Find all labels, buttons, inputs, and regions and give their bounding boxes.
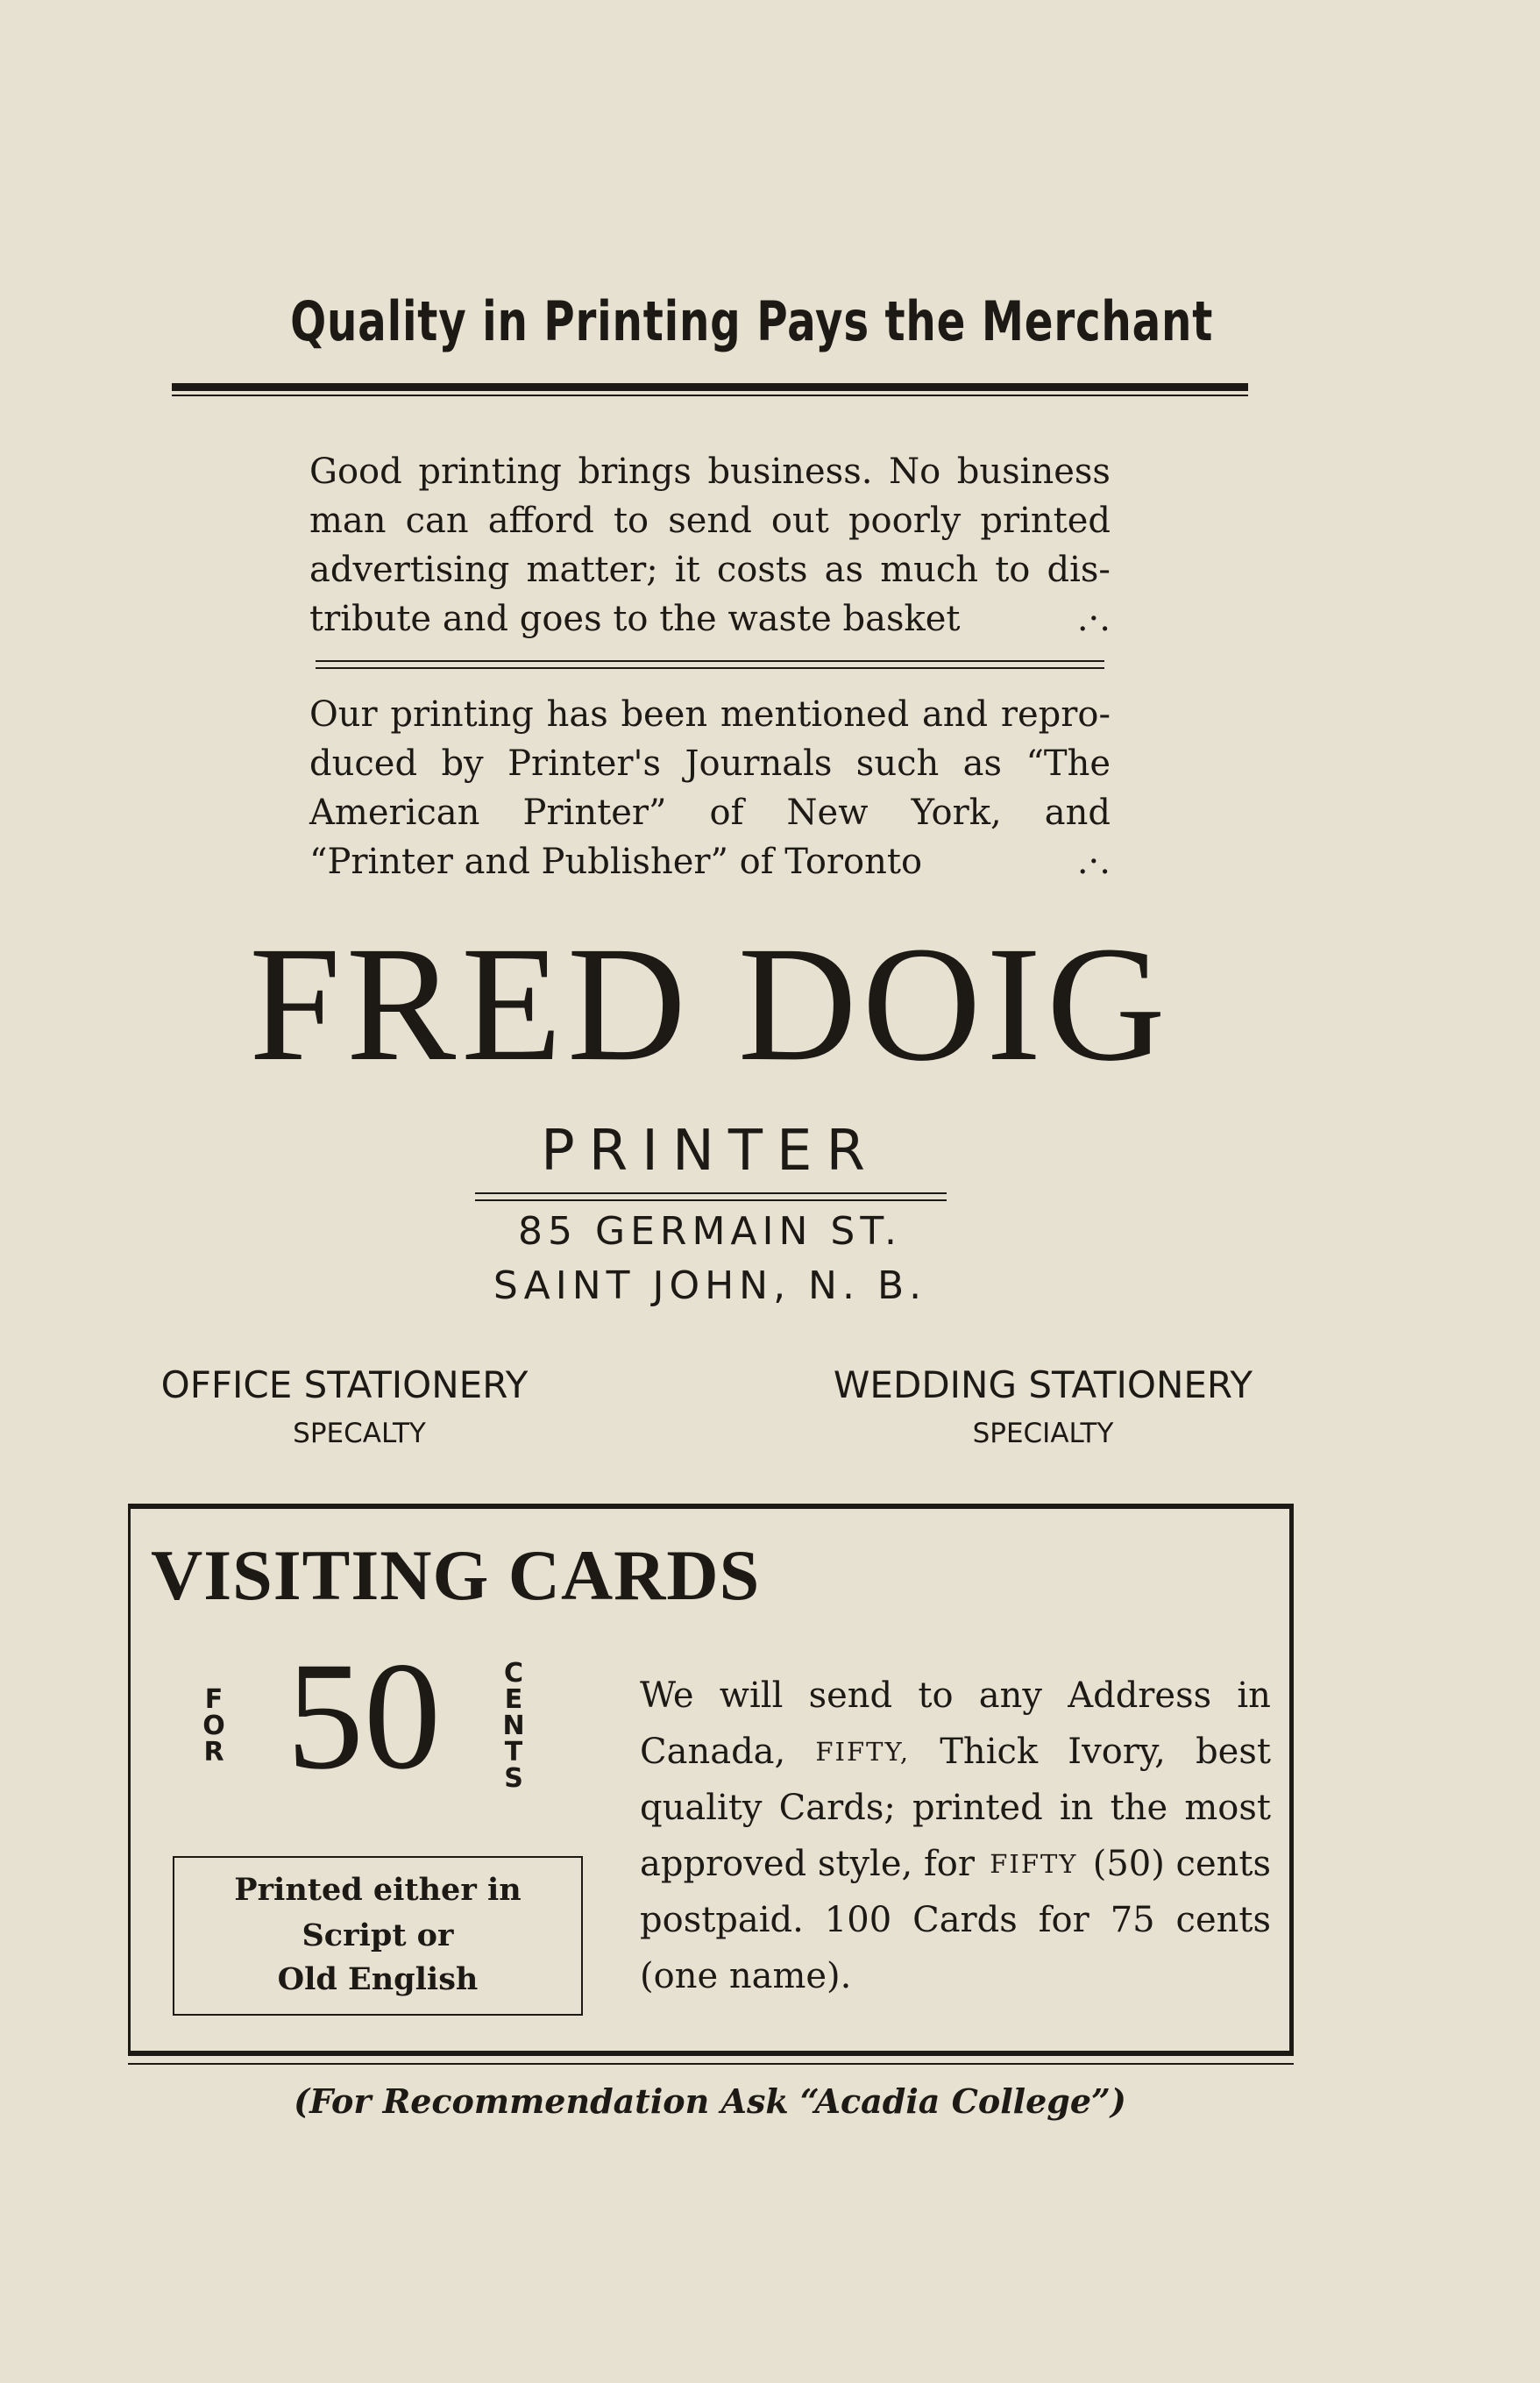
offer-word: Ivory, — [1068, 1732, 1166, 1772]
paragraph-line — [309, 837, 1111, 886]
offer-word: 100 — [824, 1900, 892, 1940]
paragraph-word: send — [668, 501, 752, 541]
trade-rule-bottom — [475, 1199, 947, 1201]
paragraph-good-printing — [309, 447, 1111, 644]
wedding-stationery-subtitle: SPECIALTY — [972, 1418, 1114, 1449]
offer-word: the — [1110, 1788, 1168, 1828]
recommendation-note: (For Recommendation Ask “Acadia College”) — [294, 2081, 1126, 2121]
offer-word: will — [719, 1675, 784, 1716]
headline-rule-thin — [172, 395, 1248, 396]
address-city: SAINT JOHN, N. B. — [493, 1263, 927, 1308]
vertical-letter: F — [204, 1684, 224, 1715]
paragraph-word: Journals — [685, 743, 833, 784]
paragraph-word: advertising — [309, 550, 510, 590]
printed-line-2: Script or — [302, 1917, 454, 1953]
paragraph-word: Printer” — [522, 793, 667, 833]
paragraph-word: printed — [980, 501, 1111, 541]
visiting-cards-offer — [640, 1668, 1271, 2004]
offer-word: Thick — [940, 1732, 1039, 1772]
offer-word: Cards; — [778, 1788, 896, 1828]
offer-word: Canada, — [640, 1732, 786, 1772]
vertical-letter: T — [504, 1737, 523, 1768]
paragraph-word: Good — [309, 452, 402, 492]
paragraph-word: such — [855, 743, 940, 784]
paragraph-word: it — [674, 550, 700, 590]
offer-word: best — [1196, 1732, 1271, 1772]
paragraph-line — [309, 545, 1111, 594]
headline: Quality in Printing Pays the Merchant — [290, 289, 1214, 353]
printed-line-3: Old English — [277, 1961, 479, 1997]
paragraph-word: to — [613, 501, 649, 541]
paragraph-word: repro- — [1000, 694, 1111, 735]
paragraph-word: tribute and goes to the waste basket — [309, 599, 961, 639]
paragraph-word: costs — [716, 550, 808, 590]
offer-word: We — [640, 1675, 694, 1716]
wedding-stationery-title: WEDDING STATIONERY — [833, 1363, 1253, 1406]
offer-word: quality — [640, 1788, 763, 1828]
end-mark: .·. — [1076, 599, 1111, 639]
offer-fifty-smallcaps: FIFTY, — [815, 1737, 911, 1767]
paragraph-word: Our — [309, 694, 378, 735]
vertical-letter: S — [504, 1763, 523, 1794]
trade-title: PRINTER — [541, 1119, 879, 1184]
offer-word: approved style, for — [640, 1844, 975, 1884]
offer-word: printed — [912, 1788, 1043, 1828]
paragraph-word: as — [962, 743, 1003, 784]
paragraph-word: much — [880, 550, 979, 590]
paragraph-word: out — [770, 501, 829, 541]
vertical-letter: C — [503, 1658, 524, 1689]
paragraph-word: been — [621, 694, 708, 735]
paragraph-line — [309, 739, 1111, 788]
printed-line-1: Printed either in — [234, 1872, 522, 1908]
offer-word: send — [808, 1675, 893, 1716]
paragraph-word: No — [889, 452, 941, 492]
offer-word: cents — [1175, 1900, 1271, 1940]
headline-rule-thick — [172, 383, 1248, 391]
paragraph-word: business — [956, 452, 1111, 492]
paragraph-word: “The — [1025, 743, 1111, 784]
offer-word: (one name). — [640, 1956, 852, 1996]
paragraph-line — [309, 690, 1111, 739]
offer-word: postpaid. — [640, 1900, 804, 1940]
vertical-letter: E — [504, 1684, 523, 1715]
paragraph-word: printing — [418, 452, 562, 492]
paragraph-word: to — [995, 550, 1031, 590]
paragraph-word: poorly — [848, 501, 962, 541]
address-street: 85 GERMAIN ST. — [518, 1209, 902, 1254]
visiting-cards-title: VISITING CARDS — [151, 1535, 761, 1615]
offer-word: to — [918, 1675, 954, 1716]
paragraph-word: New — [786, 793, 869, 833]
vertical-letter: O — [202, 1711, 225, 1741]
offer-line-5 — [640, 1892, 1271, 1948]
paragraph-word: matter; — [526, 550, 658, 590]
paragraph-word: brings — [578, 452, 692, 492]
offer-word: 75 — [1110, 1900, 1155, 1940]
paragraph-word: and — [1044, 793, 1111, 833]
price-fifty: 50 — [287, 1631, 441, 1802]
vertical-letter: N — [502, 1711, 525, 1741]
paragraph-our-printing — [309, 690, 1111, 886]
end-mark: .·. — [1076, 842, 1111, 882]
paragraph-word: of — [709, 793, 744, 833]
visiting-cards-base-rule — [128, 2063, 1294, 2065]
vertical-letter: R — [203, 1737, 224, 1768]
offer-line-1 — [640, 1668, 1271, 1724]
offer-word: in — [1237, 1675, 1271, 1716]
office-stationery-subtitle: SPECALTY — [293, 1418, 426, 1449]
price-cents-vertical — [498, 1658, 529, 1794]
paragraph-word: mentioned — [720, 694, 910, 735]
offer-line-4 — [640, 1836, 1271, 1892]
paragraph-line — [309, 447, 1111, 496]
trade-rule-top — [475, 1192, 947, 1194]
paragraph-word: by — [441, 743, 484, 784]
paragraph-word: Printer's — [507, 743, 662, 784]
paragraph-word: has — [546, 694, 608, 735]
paragraph-word: and — [921, 694, 989, 735]
business-name: FRED DOIG — [249, 912, 1171, 1095]
offer-line-2 — [640, 1724, 1271, 1780]
divider-rule-bottom — [316, 667, 1104, 669]
offer-word: most — [1184, 1788, 1271, 1828]
paragraph-line — [309, 594, 1111, 644]
paragraph-word: duced — [309, 743, 418, 784]
paragraph-word: American — [309, 793, 480, 833]
paragraph-line — [309, 788, 1111, 837]
paragraph-word: can — [405, 501, 469, 541]
offer-word: (50) cents — [1092, 1844, 1271, 1884]
offer-line-3 — [640, 1780, 1271, 1836]
paragraph-word: printing — [390, 694, 534, 735]
paragraph-word: man — [309, 501, 387, 541]
divider-rule-top — [316, 660, 1104, 662]
offer-word: Address — [1068, 1675, 1212, 1716]
price-for-vertical — [198, 1684, 230, 1768]
offer-word: for — [1038, 1900, 1089, 1940]
paragraph-word: York, — [911, 793, 1002, 833]
offer-line-6 — [640, 1948, 1271, 2004]
paragraph-word: as — [824, 550, 864, 590]
offer-fifty-smallcaps: FIFTY — [990, 1849, 1078, 1879]
paragraph-line — [309, 496, 1111, 545]
office-stationery-title: OFFICE STATIONERY — [160, 1363, 529, 1406]
paragraph-word: dis- — [1047, 550, 1111, 590]
offer-word: in — [1059, 1788, 1094, 1828]
paragraph-word: afford — [487, 501, 594, 541]
paragraph-word: “Printer and Publisher” of Toronto — [309, 842, 923, 882]
offer-word: any — [978, 1675, 1042, 1716]
offer-word: Cards — [912, 1900, 1018, 1940]
paragraph-word: business. — [707, 452, 873, 492]
